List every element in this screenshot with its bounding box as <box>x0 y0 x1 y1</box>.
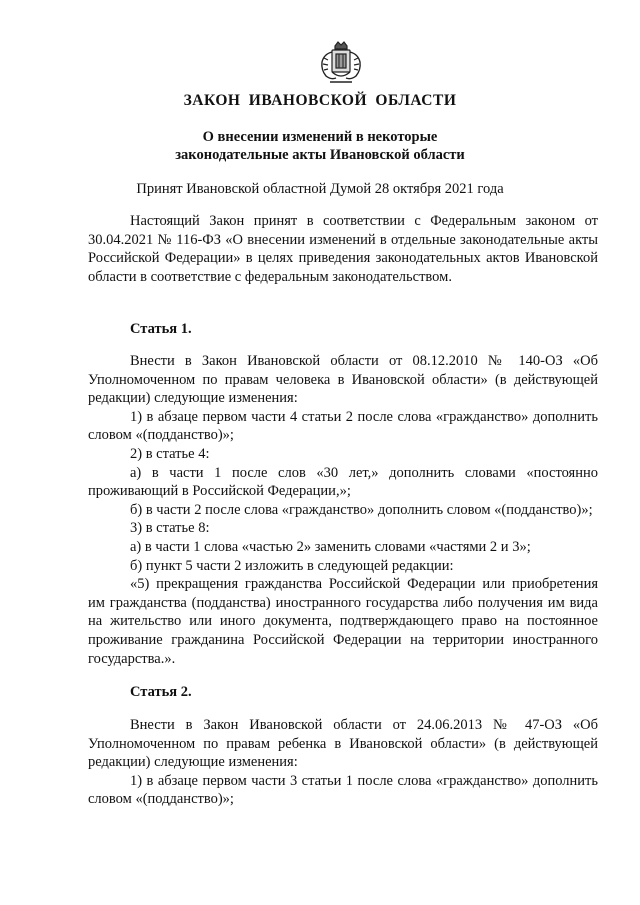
article-1-item: «5) прекращения гражданства Российской Федерации или приобретения им гражданства (подданства) иностранного государства либо получения им вида на жительство или иного документа, подтверждающего право на постоянное проживание гражданина Российской Федерации на территории иностранного государства.». <box>88 576 598 667</box>
document-subtitle <box>0 128 640 164</box>
article-1-item: а) в части 1 слова «частью 2» заменить словами «частями 2 и 3»; <box>130 538 531 555</box>
adoption-note: Принят Ивановской областной Думой 28 октября 2021 года <box>136 181 504 197</box>
article-1-item: а) в части 1 после слов «30 лет,» дополнить словами «постоянно проживающий в Российской Федерации,»; <box>88 464 598 500</box>
document-title: ЗАКОН ИВАНОВСКОЙ ОБЛАСТИ <box>183 92 457 109</box>
article-1-item: 1) в абзаце первом части 4 статьи 2 после слова «гражданство» дополнить словом «(подданство)»; <box>88 408 598 444</box>
coat-of-arms-icon <box>318 40 364 86</box>
preamble-block <box>88 212 598 286</box>
article-1-item: б) пункт 5 части 2 изложить в следующей редакции: <box>130 557 454 574</box>
article-1-heading: Статья 1. <box>130 321 192 337</box>
article-1-item: б) в части 2 после слова «гражданство» дополнить словом «(подданство)»; <box>130 501 593 518</box>
article-1-item: 2) в статье 4: <box>130 445 210 462</box>
subtitle-line-1: О внесении изменений в некоторые <box>202 129 438 145</box>
article-1-intro: Внести в Закон Ивановской области от 08.12.2010 № 140-ОЗ «Об Уполномоченном по правам человека в Ивановской области» (в действующей редакции) следующие изменения: <box>88 353 598 407</box>
article-1-body <box>88 352 598 668</box>
article-2-item: 1) в абзаце первом части 3 статьи 1 после слова «гражданство» дополнить словом «(подданство)»; <box>88 772 598 808</box>
preamble-paragraph: Настоящий Закон принят в соответствии с Федеральным законом от 30.04.2021 № 116-ФЗ «О внесении изменений в отдельные законодательные акты Российской Федерации» в целях приведения законодательных актов Ивановской области в соответствие с федеральным законодательством. <box>88 213 598 285</box>
article-2-body <box>88 716 598 809</box>
subtitle-line-2: законодательные акты Ивановской области <box>175 147 465 163</box>
article-1-item: 3) в статье 8: <box>130 520 210 537</box>
article-2-intro: Внести в Закон Ивановской области от 24.06.2013 № 47-ОЗ «Об Уполномоченном по правам ребенка в Ивановской области» (в действующей редакции) следующие изменения: <box>88 717 598 771</box>
article-2-heading: Статья 2. <box>130 684 192 700</box>
